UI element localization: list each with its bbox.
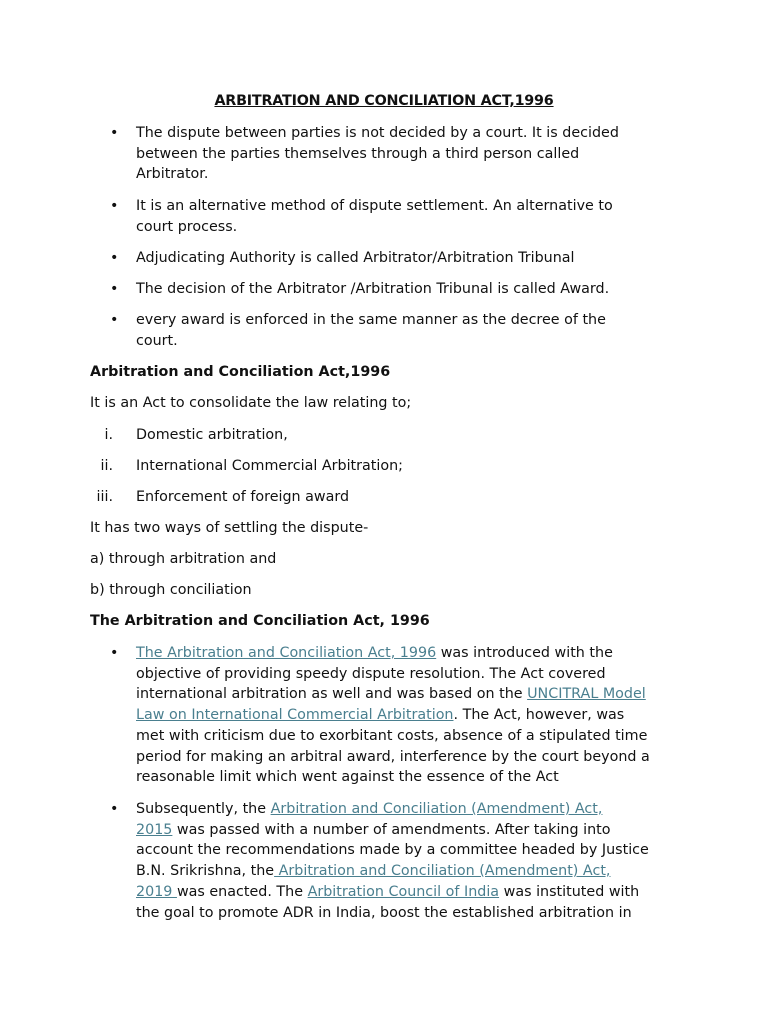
list-text: International Commercial Arbitration;: [136, 458, 403, 474]
bullet-icon: •: [110, 801, 119, 817]
text-segment: . The Act, however, was: [453, 707, 625, 724]
text-segment: was instituted with: [499, 883, 640, 900]
link-amendment-2015[interactable]: Arbitration and Conciliation (Amendment) Act,: [270, 801, 603, 817]
paragraph: It has two ways of settling the dispute-: [90, 520, 369, 536]
link-amendment-2019[interactable]: Arbitration and Conciliation (Amendment) Act,: [274, 863, 611, 880]
section-heading: The Arbitration and Conciliation Act, 1996: [90, 613, 430, 629]
bullet-icon: •: [110, 198, 119, 214]
bullet-icon: •: [110, 281, 119, 297]
link-uncitral-model-law[interactable]: Law on International Commercial Arbitration: [136, 707, 454, 724]
bullet-icon: •: [110, 645, 119, 661]
text-line: met with criticism due to exorbitant costs, absence of a stipulated time: [136, 727, 648, 744]
paragraph: b) through conciliation: [90, 582, 252, 598]
text-line: every award is enforced in the same manner as the decree of the: [136, 312, 606, 328]
text-line: Adjudicating Authority is called Arbitrator/Arbitration Tribunal: [136, 250, 575, 266]
paragraph: It is an Act to consolidate the law relating to;: [90, 395, 412, 411]
list-text: Enforcement of foreign award: [136, 489, 350, 505]
text-segment: was passed with a number of amendments. After taking into: [172, 821, 611, 838]
text-line: international arbitration as well and was based on the: [136, 686, 528, 703]
text-line: The decision of the Arbitrator /Arbitration Tribunal is called Award.: [136, 281, 610, 297]
bullet-icon: •: [110, 312, 119, 328]
text-line: objective of providing speedy dispute resolution. The Act covered: [136, 665, 606, 682]
link-arbitration-council[interactable]: Arbitration Council of India: [307, 883, 500, 900]
text-segment: was enacted. The: [176, 883, 308, 900]
paragraph: a) through arbitration and: [90, 551, 277, 567]
text-line: The dispute between parties is not decided by a court. It is decided: [136, 125, 619, 141]
document-title: ARBITRATION AND CONCILIATION ACT,1996: [214, 93, 554, 109]
link-amendment-2019[interactable]: 2019: [136, 883, 177, 900]
link-act-1996[interactable]: The Arbitration and Conciliation Act, 1996: [136, 645, 437, 661]
list-number: iii.: [96, 489, 113, 505]
text-line: reasonable limit which went against the essence of the Act: [136, 769, 559, 786]
section-heading: Arbitration and Conciliation Act,1996: [90, 364, 391, 380]
link-amendment-2015[interactable]: 2015: [136, 821, 173, 838]
text-segment: Subsequently, the: [136, 801, 271, 817]
text-segment: B.N. Srikrishna, the: [136, 863, 275, 880]
text-line: court.: [136, 332, 178, 349]
text-line: period for making an arbitral award, interference by the court beyond a: [136, 748, 650, 765]
bullet-icon: •: [110, 125, 119, 141]
list-number: ii.: [100, 458, 113, 474]
text-line: It is an alternative method of dispute settlement. An alternative to: [136, 198, 613, 214]
text-line: the goal to promote ADR in India, boost the established arbitration in: [136, 904, 632, 921]
text-line: between the parties themselves through a third person called: [136, 145, 580, 162]
link-uncitral-model-law[interactable]: UNCITRAL Model: [527, 686, 646, 703]
text-line: account the recommendations made by a committee headed by Justice: [136, 842, 649, 859]
list-text: Domestic arbitration,: [136, 427, 288, 443]
text-line: court process.: [136, 218, 238, 235]
text-line: Arbitrator.: [136, 166, 209, 183]
bullet-icon: •: [110, 250, 119, 266]
text-segment: was introduced with the: [436, 645, 613, 661]
list-number: i.: [104, 427, 113, 443]
